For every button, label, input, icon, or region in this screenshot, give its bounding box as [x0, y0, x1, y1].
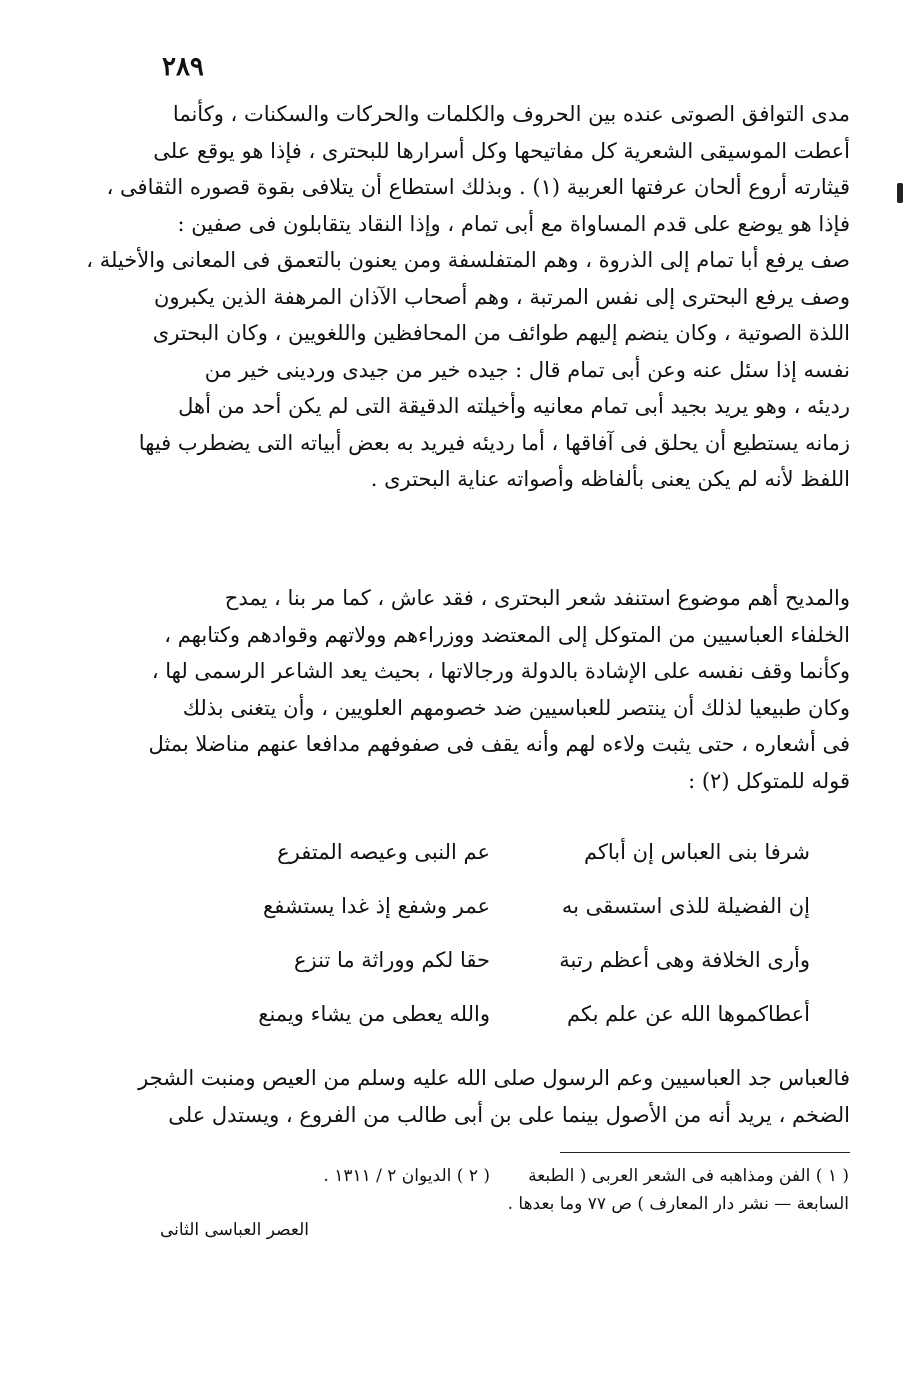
verse-first-hemistich: وأرى الخلافة وهى أعظم رتبة — [559, 948, 810, 972]
text-line: وصف يرفع البحترى إلى نفس المرتبة ، وهم أصحاب الآذان المرهفة الذين يكبرون — [153, 284, 850, 309]
verse-first-hemistich: شرفا بنى العباس إن أباكم — [583, 840, 810, 864]
footnote-2: ( ٢ ) الديوان ٢ / ١٣١١ . — [323, 1166, 490, 1186]
paragraph-1 — [86, 96, 850, 498]
poem-verse — [160, 840, 850, 894]
text-line: صف يرفع أبا تمام إلى الذروة ، وهم المتفلسفة ومن يعنون بالتعمق فى المعانى والأخيلة ، — [86, 248, 850, 272]
text-line: والمديح أهم موضوع استنفد شعر البحترى ، فقد عاش ، كما مر بنا ، يمدح — [224, 586, 850, 610]
text-line: الضخم ، يريد أنه من الأصول بينما على بن أبى طالب من الفروع ، ويستدل على — [168, 1102, 850, 1127]
footnote-line: السابعة — نشر دار المعارف ) ص ٧٧ وما بعدها . — [507, 1194, 849, 1214]
footnote-1 — [499, 1162, 849, 1218]
text-line: نفسه إذا سئل عنه وعن أبى تمام قال : جيده خير من جيدى وردينى خير من — [204, 357, 850, 382]
text-line: اللفظ لأنه لم يكن يعنى بألفاظه وأصواته عناية البحترى . — [370, 467, 850, 491]
verse-second-hemistich: عم النبى وعيصه المتفرع — [277, 840, 490, 864]
running-footer: العصر العباسى الثانى — [160, 1220, 309, 1240]
footnote-divider — [560, 1152, 850, 1153]
text-line: مدى التوافق الصوتى عنده بين الحروف والكلمات والحركات والسكنات ، وكأنما — [172, 102, 850, 126]
poem-verse — [160, 894, 850, 948]
text-line: الخلفاء العباسيين من المتوكل إلى المعتضد ووزراءهم وولاتهم وقوادهم وكتابهم ، — [164, 622, 850, 647]
margin-mark — [897, 183, 903, 203]
page-number: ٢٨٩ — [162, 52, 204, 82]
verse-second-hemistich: حقا لكم ووراثة ما تنزع — [294, 948, 490, 972]
poem-verse — [160, 948, 850, 1002]
text-line: قيثارته أروع ألحان عرفتها العربية (١) . وبذلك استطاع أن يتلافى بقوة قصوره الثقافى ، — [106, 175, 850, 199]
poem — [160, 840, 850, 1056]
text-line: فإذا هو يوضع على قدم المساواة مع أبى تمام ، وإذا النقاد يتقابلون فى صفين : — [177, 211, 850, 236]
text-line: فى أشعاره ، حتى يثبت ولاءه لهم وأنه يقف فى صفوفهم مدافعا عنهم مناضلا بمثل — [148, 732, 850, 756]
text-line: قوله للمتوكل (٢) : — [688, 768, 850, 793]
verse-second-hemistich: والله يعطى من يشاء ويمنع — [258, 1002, 490, 1026]
verse-first-hemistich: إن الفضيلة للذى استسقى به — [561, 894, 810, 918]
text-line: رديئه ، وهو يريد بجيد أبى تمام معانيه وأخيلته الدقيقة التى لم يكن أحد من أهل — [178, 394, 850, 418]
paragraph-2 — [148, 580, 850, 799]
text-line: فالعباس جد العباسيين وعم الرسول صلى الله عليه وسلم من العيص ومنبت الشجر — [138, 1066, 850, 1090]
verse-second-hemistich: عمر وشفع إذ غدا يستشفع — [263, 894, 490, 918]
text-line: وكأنما وقف نفسه على الإشادة بالدولة ورجالاتها ، بحيث يعد الشاعر الرسمى لها ، — [151, 659, 850, 683]
poem-verse — [160, 1002, 850, 1056]
text-line: زمانه يستطيع أن يحلق فى آفاقها ، أما رديئه فيريد به بعض أبياته التى يضطرب فيها — [138, 430, 850, 455]
footnote-line: ( ١ ) الفن ومذاهبه فى الشعر العربى ( الطبعة — [528, 1166, 849, 1186]
text-line: أعطت الموسيقى الشعرية كل مفاتيحها وكل أسرارها للبحترى ، فإذا هو يوقع على — [153, 138, 850, 163]
verse-first-hemistich: أعطاكموها الله عن علم بكم — [567, 1002, 810, 1026]
text-line: اللذة الصوتية ، وكان ينضم إليهم طوائف من المحافظين واللغويين ، وكان البحترى — [152, 321, 850, 345]
paragraph-3 — [138, 1060, 850, 1133]
text-line: وكان طبيعيا لذلك أن ينتصر للعباسيين ضد خصومهم العلويين ، وأن يتغنى بذلك — [182, 695, 850, 720]
